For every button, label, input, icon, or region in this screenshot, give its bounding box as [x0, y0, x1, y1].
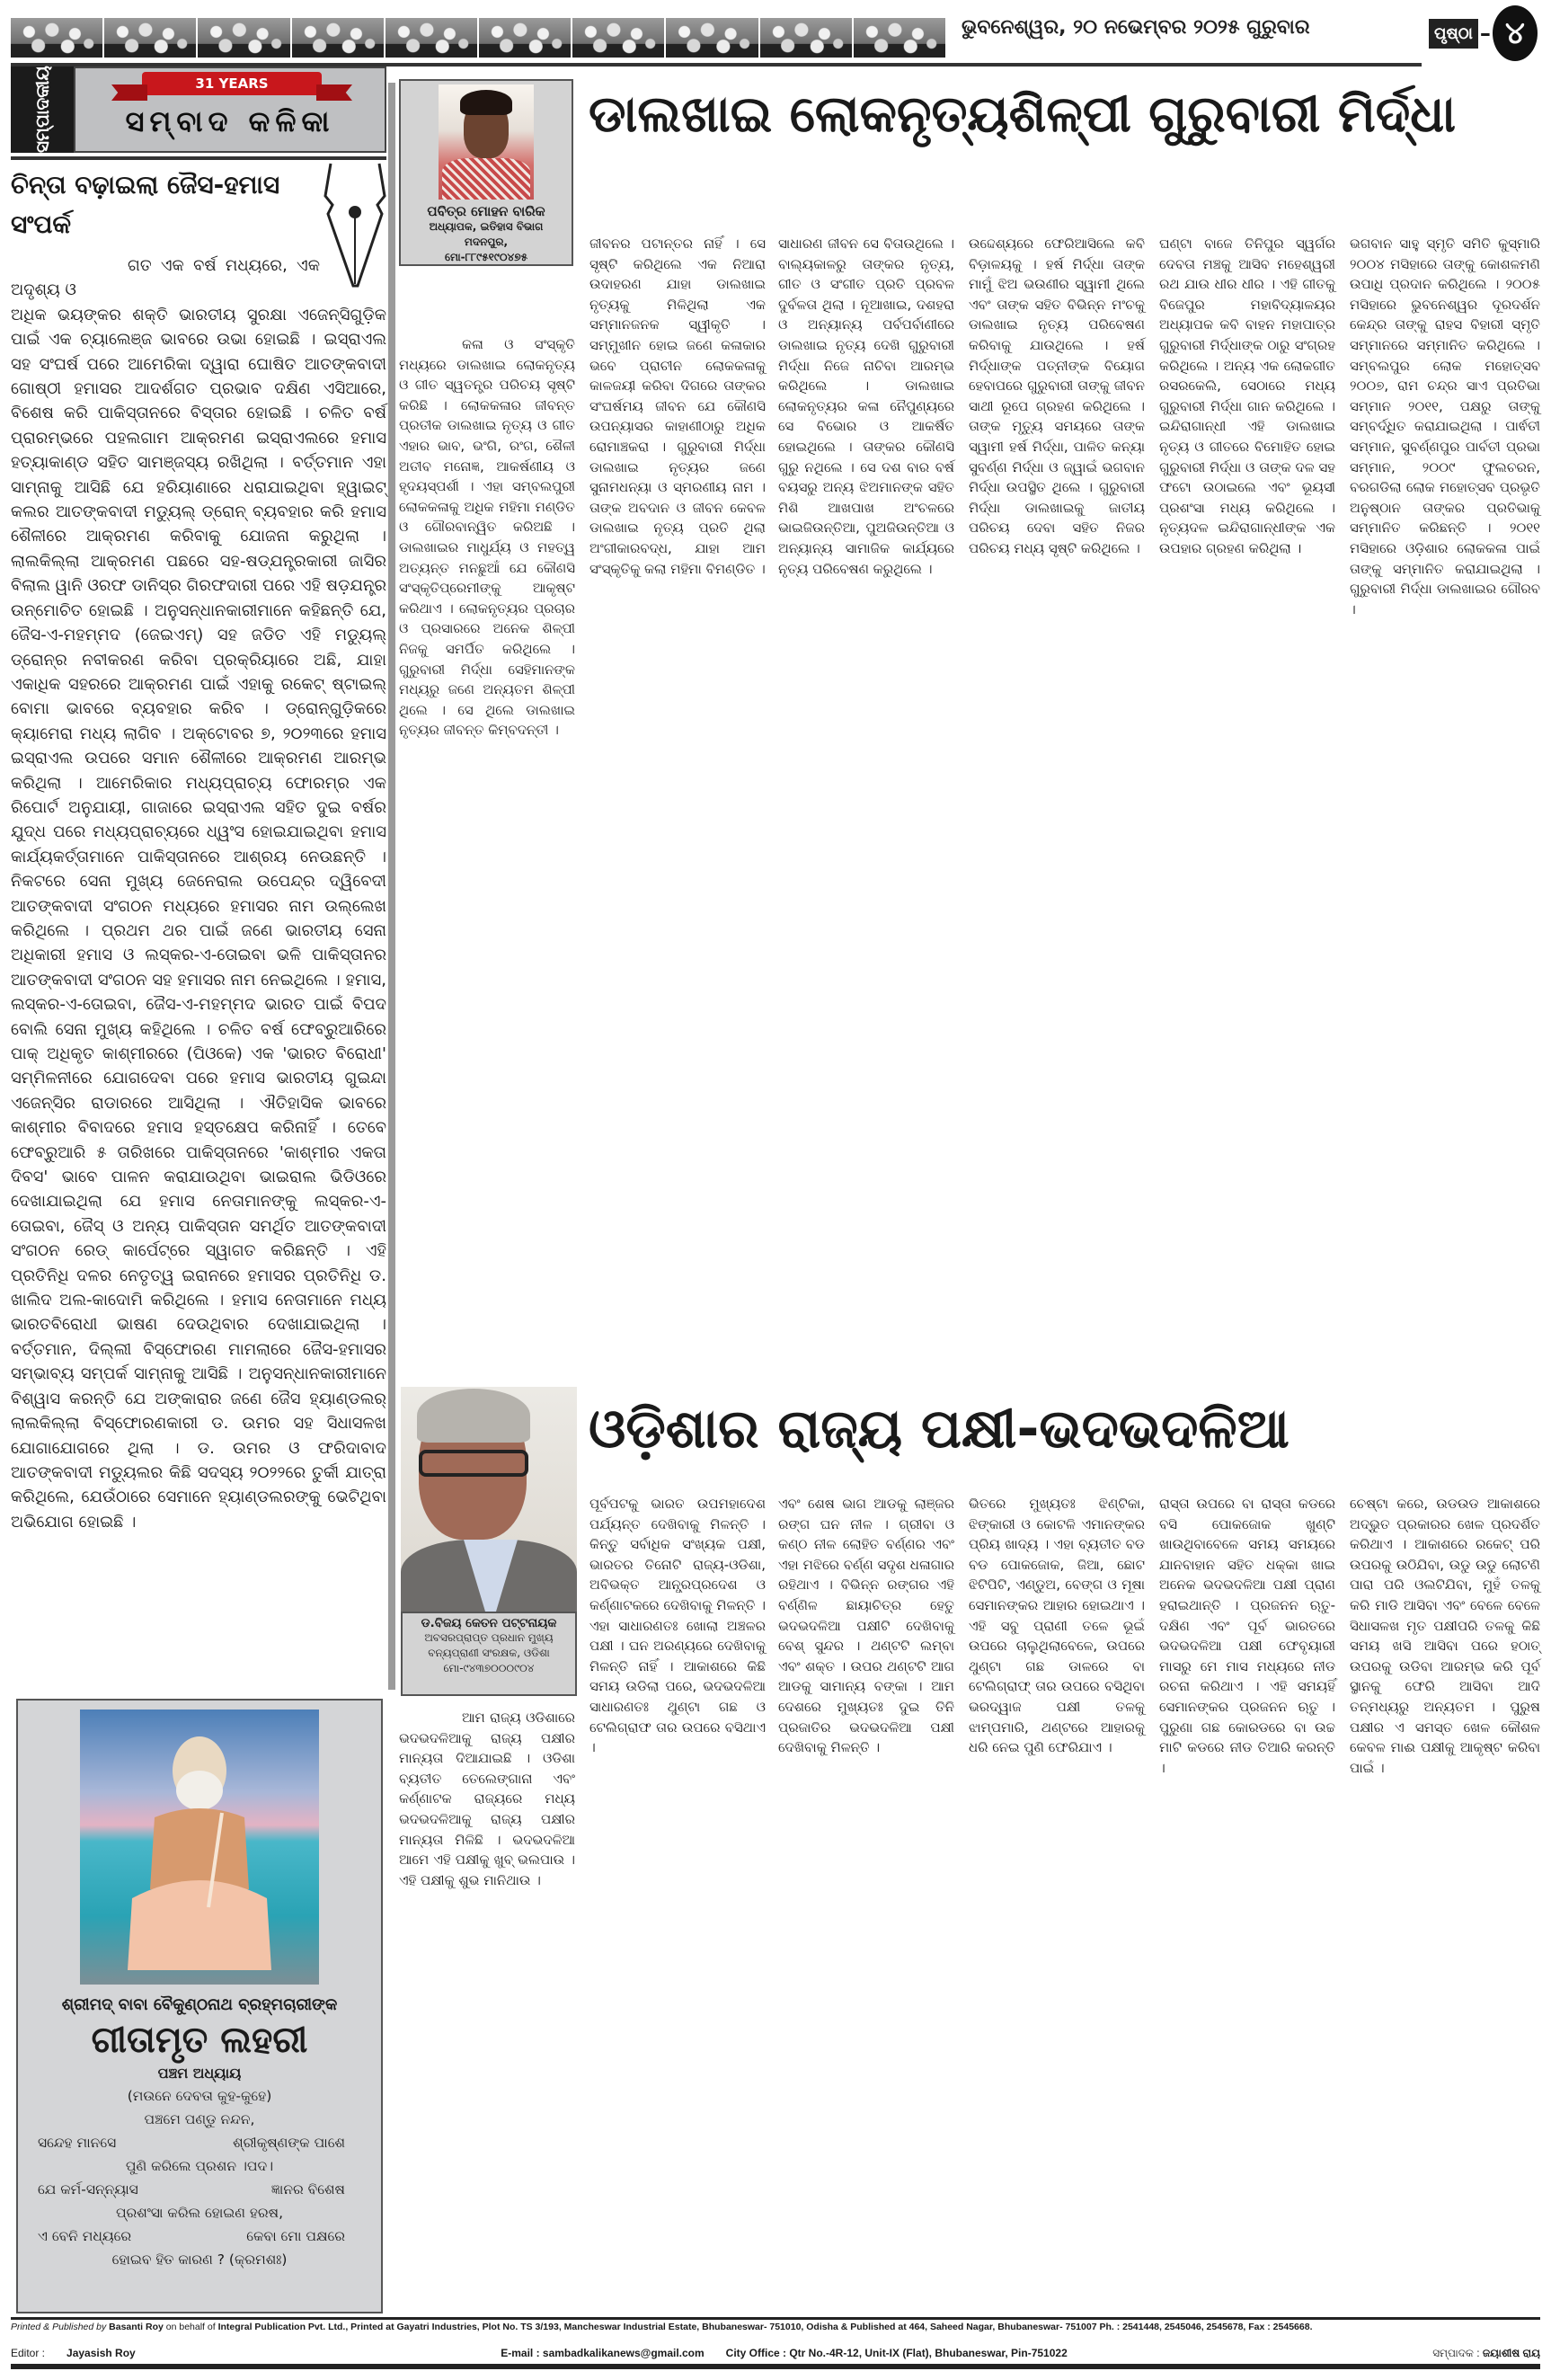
- page-label: ପୃଷ୍ଠା: [1429, 19, 1478, 49]
- verse-line: [18, 2248, 381, 2271]
- gita-amrita-box: [16, 1699, 383, 2313]
- newspaper-logo: [74, 67, 386, 153]
- gita-chapter: ପଞ୍ଚମ ଅଧ୍ୟାୟ: [157, 2065, 242, 2082]
- verse-text: କେବା ମୋ ପକ୍ଷରେ: [246, 2228, 345, 2244]
- verse-line: [18, 2154, 381, 2178]
- author-photo: [439, 84, 534, 200]
- author-name: ପବିତ୍ର ମୋହନ ବାରିକ: [427, 203, 545, 219]
- flower-tile: [292, 18, 384, 58]
- article-2-column: ଆମ ରାଜ୍ୟ ଓଡିଶାରେ ଭଦଭଦଳିଆକୁ ରାଜ୍ୟ ପକ୍ଷୀର ମାନ୍ୟତା ଦିଆଯାଇଛି । ଓଡିଶା ବ୍ୟତୀତ ତେଲେଙ୍ଗାନା ଏବଂ କର୍ଣ୍ଣାଟକ ରାଜ୍ୟରେ ମଧ୍ୟ ଭଦଭଦଳିଆକୁ ରାଜ୍ୟ ପକ୍ଷୀର ମାନ୍ୟତା ମିଳିଛି । ଭଦଭଦଳିଆ ଆମେ ଏହି ପକ୍ଷୀକୁ ଖୁବ୍ ଭଲପାଉ । ଏହି ପକ୍ଷୀକୁ ଶୁଭ ମାନିଥାଉ ।: [399, 1710, 575, 1888]
- seated-saint-figure: [123, 1727, 276, 1979]
- verse-text: ହୋଇବ ହିତ କାରଣ ? (କ୍ରମଶଃ): [111, 2251, 288, 2268]
- imprint-line: [11, 2322, 1540, 2333]
- editor-odia-label: ସମ୍ପାଦକ :: [1432, 2347, 1480, 2359]
- verse-text: ପୁଣି କରିଲେ ପ୍ରଶନ ।ପଦ।: [125, 2158, 274, 2174]
- author-box: [401, 1612, 577, 1696]
- masthead: [11, 67, 386, 153]
- section-label: ସମ୍ପାଦକୀୟ: [11, 67, 74, 153]
- editorial-body: [11, 253, 386, 1534]
- editorial-paragraph: ଅଧିକ ଭୟଙ୍କର ଶକ୍ତି ଭାରତୀୟ ସୁରକ୍ଷା ଏଜେନ୍ସିଗୁଡ଼ିକ ପାଇଁ ଏକ ଚ୍ୟାଲେଞ୍ଜ ଭାବରେ ଉଭା ହୋଇଛି । ଇସ୍ରାଏଲ ସହ ସଂଘର୍ଷ ପରେ ଆମେରିକା ଦ୍ୱାରା ଘୋଷିତ ଆତଙ୍କବାଦୀ ଗୋଷ୍ଠୀ ହମାସର ଆଦର୍ଶଗତ ପ୍ରଭାବ ଦକ୍ଷିଣ ଏସିଆରେ, ବିଶେଷ କରି ପାକିସ୍ତାନରେ ବିସ୍ତାର ହୋଇଛି । ଚଳିତ ବର୍ଷ ପ୍ରାରମ୍ଭରେ ପହଲଗାମ ଆକ୍ରମଣ ଇସ୍ରାଏଲରେ ହମାସ ହତ୍ୟାକାଣ୍ଡ ସହିତ ସାମଞ୍ଜସ୍ୟ ରଖିଥିଲା । ବର୍ତ୍ତମାନ ଏହା ସାମ୍ନାକୁ ଆସିଛି ଯେ ହରିୟାଣାରେ ଧରାଯାଇଥିବା ହ୍ୱାଇଟ୍ କଲର ଆତଙ୍କବାଦୀ ମଡ୍ୟୁଲ୍ ଡ୍ରୋନ୍ ବ୍ୟବହାର କରି ହମାସ ଶୈଳୀରେ ଆକ୍ରମଣ କରିବାକୁ ଯୋଜନା କରୁଥିଲା । ଲାଲକିଲ୍ଲା ଆକ୍ରମଣ ପଛରେ ସହ-ଷଡ୍ଯନ୍ତ୍ରକାରୀ ଜାସିର ବିଲାଲ ୱାନି ଓରଫ ଡାନିସ୍‌ର ଗିରଫଦାରୀ ପରେ ଏହି ଷଡ଼ଯନ୍ତ୍ର ଉନ୍ମୋଚିତ ହୋଇଛି । ଅନୁସନ୍ଧାନକାରୀମାନେ କହିଛନ୍ତି ଯେ, ଜୈସ-ଏ-ମହମ୍ମଦ (ଜେଇଏମ୍) ସହ ଜଡିତ ଏହି ମଡ୍ୟୁଲ୍ ଡ୍ରୋନ୍‌ର ନବୀକରଣ କରିବା ପ୍ରକ୍ରିୟାରେ ଅଛି, ଯାହା ଏକାଧିକ ସହରରେ ଆକ୍ରମଣ ପାଇଁ ଏହାକୁ ରକେଟ୍ ଷ୍ଟାଇଲ୍ ବୋମା ଭାବରେ ବ୍ୟବହାର କରିବ । ଡ୍ରୋନ୍‌ଗୁଡ଼ିକରେ କ୍ୟାମେରା ମଧ୍ୟ ଲାଗିବ । ଅକ୍ଟୋବର ୭, ୨୦୨୩ରେ ହମାସ ଇସ୍ରାଏଲ ଉପରେ ସମାନ ଶୈଳୀରେ ଆକ୍ରମଣ ଆରମ୍ଭ କରିଥିଲା । ଆମେରିକାର ମଧ୍ୟପ୍ରାଚ୍ୟ ଫୋରମ୍‌ର ଏକ ରିପୋର୍ଟ ଅନୁଯାୟୀ, ଗାଜାରେ ଇସ୍ରାଏଲ ସହିତ ଦୁଇ ବର୍ଷର ଯୁଦ୍ଧ ପରେ ମଧ୍ୟପ୍ରାଚ୍ୟରେ ଧ୍ୱଂସ ହୋଇଯାଇଥିବା ହମାସ କାର୍ଯ୍ୟକର୍ତ୍ତାମାନେ ପାକିସ୍ତାନରେ ଆଶ୍ରୟ ନେଉଛନ୍ତି । ନିକଟରେ ସେନା ମୁଖ୍ୟ ଜେନେରାଲ ଉପେନ୍ଦ୍ର ଦ୍ୱିବେଦୀ ଆତଙ୍କବାଦୀ ସଂଗଠନ ମଧ୍ୟରେ ହମାସର ନାମ ଉଲ୍ଲେଖ କରିଥିଲେ । ପ୍ରଥମ ଥର ପାଇଁ ଜଣେ ଭାରତୀୟ ସେନା ଅଧିକାରୀ ହମାସ ଓ ଲସ୍କର-ଏ-ତୋଇବା ଭଳି ପାକିସ୍ତାନର ଆତଙ୍କବାଦୀ ସଂଗଠନ ସହ ହମାସର ନାମ ନେଇଥିଲେ । ହମାସ, ଲସ୍କର-ଏ-ତୋଇବା, ଜୈସ-ଏ-ମହମ୍ମଦ ଭାରତ ପାଇଁ ବିପଦ ବୋଲି ସେନା ମୁଖ୍ୟ କହିଥିଲେ । ଚଳିତ ବର୍ଷ ଫେବ୍ରୁଆରିରେ ପାକ୍ ଅଧିକୃତ କାଶ୍ମୀରରେ (ପିଓକେ) ଏକ 'ଭାରତ ବିରୋଧୀ' ସମ୍ମିଳନୀରେ ଯୋଗଦେବା ପରେ ହମାସ ଭାରତୀୟ ଗୁଇନ୍ଦା ଏଜେନ୍ସିର ରାଡାରରେ ଆସିଥିଲା । ଐତିହାସିକ ଭାବରେ କାଶ୍ମୀର ବିବାଦରେ ହମାସ ହସ୍ତକ୍ଷେପ କରିନାହିଁ । ତେବେ ଫେବ୍ରୁଆରି ୫ ତାରିଖରେ ପାକିସ୍ତାନରେ 'କାଶ୍ମୀର ଏକତା ଦିବସ' ଭାବେ ପାଳନ କରାଯାଉଥିବା ଭାଇରାଲ ଭିଡିଓରେ ଦେଖାଯାଇଥିଲା ଯେ ହମାସ ନେତାମାନଙ୍କୁ ଲସ୍କର-ଏ-ତୋଇବା, ଜୈସ୍ ଓ ଅନ୍ୟ ପାକିସ୍ତାନ ସମର୍ଥିତ ଆତଙ୍କବାଦୀ ସଂଗଠନ ରେଡ୍ କାର୍ପେଟ୍‌ରେ ସ୍ୱାଗତ କରିଛନ୍ତି । ଏହି ପ୍ରତିନିଧି ଦଳର ନେତୃତ୍ୱ ଇରାନରେ ହମାସର ପ୍ରତିନିଧି ଡ. ଖାଲିଦ ଅଲ-କାଦୋମି କରିଥିଲେ । ହମାସ ନେତାମାନେ ମଧ୍ୟ ଭାରତବିରୋଧୀ ଭାଷଣ ଦେଉଥିବାର ଦେଖାଯାଇଥିଲା । ବର୍ତ୍ତମାନ, ଦିଲ୍ଲୀ ବିସ୍ଫୋରଣ ମାମଲାରେ ଜୈସ-ହମାସର ସମ୍ଭାବ୍ୟ ସମ୍ପର୍କ ସାମ୍ନାକୁ ଆସିଛି । ଅନୁସନ୍ଧାନକାରୀମାନେ ବିଶ୍ୱାସ କରନ୍ତି ଯେ ଅଙ୍କାରାର ଜଣେ ଜୈସ ହ୍ୟାଣ୍ଡଲର୍ ଲାଲକିଲ୍ଲା ବିସ୍ଫୋରଣକାରୀ ଡ. ଉମର ସହ ସିଧାସଳଖ ଯୋଗାଯୋଗରେ ଥିଲା । ଡ. ଉମର ଓ ଫରିଦାବାଦ ଆତଙ୍କବାଦୀ ମଡ୍ୟୁଲର କିଛି ସଦସ୍ୟ ୨୦୨୨ରେ ତୁର୍କୀ ଯାତ୍ରା କରିଥିଲେ, ଯେଉଁଠାରେ ସେମାନେ ହ୍ୟାଣ୍ଡଲରଙ୍କୁ ଭେଟିଥିବା ଅଭିଯୋଗ ହୋଇଛି ।: [11, 305, 386, 1532]
- author-designation: ଅଧ୍ୟାପକ, ଇତିହାସ ବିଭାଗ: [429, 220, 544, 233]
- verse-text: ଜ୍ଞାନର ବିଶେଷ: [270, 2181, 345, 2198]
- editorial-paragraph: ଗତ ଏକ ବର୍ଷ ମଧ୍ୟରେ, ଏକ ଅଦୃଶ୍ୟ ଓ: [11, 256, 320, 300]
- flower-tile: [666, 18, 758, 58]
- footer-bottom-rule: [11, 2364, 1540, 2369]
- author-phone: ମୋ-୮୮୯୫୧୯୦୪୭୫: [444, 251, 528, 263]
- page-number: ୪: [1493, 5, 1538, 61]
- saint-photo: [80, 1710, 319, 1985]
- verse-line: [18, 2201, 381, 2225]
- article-1-column: ଭଗବାନ ସାହୁ ସ୍ମୃତି ସମିତି କୁସ୍ମାରି ୨୦୦୪ ମସିହାରେ ତାଙ୍କୁ କୋଶଳମଣି ଉପାଧି ପ୍ରଦାନ କରିଥିଲେ । ୨୦୦୫ ମସିହାରେ ଭୁବନେଶ୍ୱର ଦୂରଦର୍ଶନ କେନ୍ଦ୍ର ତାଙ୍କୁ ରାହସ ବିହାରୀ ସ୍ମୃତି ସମ୍ମାନରେ ସମ୍ମାନିତ କରିଥିଲେ । ସମ୍ବଲପୁର ଲୋକ ମହୋତ୍ସବ ୨୦୦୭, ରାମ ଚନ୍ଦ୍ର ସାଏ ପ୍ରତିଭା ସମ୍ମାନ ୨୦୧୧, ପକ୍ଷରୁ ତାଙ୍କୁ ସମ୍ବର୍ଦ୍ଧିତ କରାଯାଇଥିଲା । ପାର୍ଵତୀ ସମ୍ମାନ, ସୁବର୍ଣ୍ଣପୁର ପାର୍ବତୀ ପ୍ରଭା ସମ୍ମାନ, ୨୦୦୯ ଫୁଲଚରନ, ବରଗଡିଲା ଲୋକ ମହୋତ୍ସବ ପ୍ରଭୃତି ଅନୁଷ୍ଠାନ ତାଙ୍କର ପ୍ରତିଭାକୁ ସମ୍ମାନିତ କରିଛନ୍ତି । ୨୦୧୧ ମସିହାରେ ଓଡ଼ିଶାର ଲୋକକଳା ପାଇଁ ତାଙ୍କୁ ସମ୍ମାନିତ କରାଯାଇଥିଲା । ଗୁରୁବାରୀ ମିର୍ଦ୍ଧା ଡାଲଖାଇର ଗୌରବ ।: [1350, 235, 1540, 617]
- verse-text: ଏ ବେନି ମଧ୍ୟରେ: [38, 2228, 132, 2244]
- page-number-badge: [1429, 5, 1542, 61]
- article-1-column: କଳା ଓ ସଂସ୍କୃତି ମଧ୍ୟରେ ଡାଲଖାଇ ଲୋକନୃତ୍ୟ ଓ ଗୀତ ସ୍ୱତନ୍ତ୍ର ପରିଚୟ ସୃଷ୍ଟି କରିଛି । ଲୋକକଳାର ଜୀବନ୍ତ ପ୍ରତୀକ ଡାଲଖାଇ ନୃତ୍ୟ ଓ ଗୀତ ଏହାର ଭାବ, ଭଂଗି, ରଂଗ, ଶୈଳୀ ଅତୀବ ମନୋଜ୍ଞ, ଆକର୍ଷଣୀୟ ଓ ହୃଦୟସ୍ପର୍ଶୀ । ଏହା ସମ୍ବଲପୁରୀ ଲୋକକଳାକୁ ଅଧିକ ମହିମା ମଣ୍ଡିତ ଓ ଗୌରବାନ୍ୱିତ କରିଅଛି । ଡାଲଖାଇର ମାଧୁର୍ଯ୍ୟ ଓ ମହତ୍ୱ ଅତ୍ୟନ୍ତ ମନଛୁଆଁ ଯେ କୌଣସି ସଂସ୍କୃତିପ୍ରେମୀଙ୍କୁ ଆକୃଷ୍ଟ କରିଥାଏ । ଲୋକନୃତ୍ୟର ପ୍ରଚାର ଓ ପ୍ରସାରରେ ଅନେକ ଶିଳ୍ପୀ ନିଜକୁ ସମର୍ପିତ କରିଥିଲେ । ଗୁରୁବାରୀ ମିର୍ଦ୍ଧା ସେହିମାନଙ୍କ ମଧ୍ୟରୁ ଜଣେ ଅନ୍ୟତମ ଶିଳ୍ପୀ ଥିଲେ । ସେ ଥିଲେ ଡାଲଖାଇ ନୃତ୍ୟର ଜୀବନ୍ତ କିମ୍ବଦନ୍ତୀ ।: [399, 336, 575, 739]
- imprint-company: Integral Publication Pvt. Ltd., Printed at Gayatri Industries, Plot No. TS 3/193, Mancheswar Industrial Estate, Bhubaneswar- 751010, Odisha & Published at 464, Saheed Nagar, Bhubaneswar- 751007 Ph. : 2541448, 2545046, 2545678, Fax : 2545668.: [217, 2322, 1313, 2332]
- page-dash: –: [1479, 21, 1491, 46]
- editorial-column: [11, 67, 386, 1534]
- flower-tile: [760, 18, 852, 58]
- imprint-prefix: Printed & Published by: [11, 2322, 107, 2332]
- article-1-headline: ଡାଲଖାଇ ଲୋକନୃତ୍ୟଶିଳ୍ପୀ ଗୁରୁବାରୀ ମିର୍ଦ୍ଧା: [589, 85, 1456, 144]
- contact-line: [11, 2346, 1540, 2360]
- verse-text: ପଞ୍ଚମେ ପଣ୍ଡୁ ନନ୍ଦନ,: [144, 2111, 255, 2127]
- article-2-column: ରାସ୍ତା ଉପରେ ବା ରାସ୍ତା କଡରେ ବସି ପୋକଜୋକ ଖୁଣ୍ଟି ଖାଉଥିବାବେଳେ ସମୟ ସମୟରେ ଯାନବାହାନ ସହିତ ଧକ୍କା ଖାଇ ଅନେକ ଭଦଭଦଳିଆ ପକ୍ଷୀ ପ୍ରାଣ ହରାଇଥାନ୍ତି । ପ୍ରଜନନ ଋତୁ- ଦକ୍ଷିଣ ଏବଂ ପୂର୍ବ ଭାରତରେ ଭଦଭଦଳିଆ ପକ୍ଷୀ ଫେବୃୟାରୀ ମାସରୁ ମେ ମାସ ମଧ୍ୟରେ ନୀଡ ରଚନା କରିଥାଏ । ଏହି ସମୟହିଁ ସେମାନଙ୍କର ପ୍ରଜନନ ଋତୁ । ପୁରୁଣା ଗଛ କୋରଡରେ ବା ଉଚ୍ଚ ମାଟି କଡରେ ନୀଡ ତିଆରି କରନ୍ତି ।: [1159, 1496, 1335, 1776]
- author-name: ଡ.ବିଜୟ କେତନ ପଟ୍ଟନାୟକ: [421, 1616, 557, 1630]
- article-1-column: ଜୀବନର ପଟାନ୍ତର ନାହିଁ । ସେ ସୃଷ୍ଟି କରିଥିଲେ ଏକ ନିଆରା ଉଦାହରଣ ଯାହା ଡାଲଖାଇ ନୃତ୍ୟକୁ ମିଳିଥିଲା ଏକ ସମ୍ମାନଜନକ ସ୍ୱୀକୃତି । ସମ୍ମୁଖୀନ ହୋଇ ଜଣେ କଳାକାର ଭବେ ପ୍ରାଚୀନ ଲୋକକଳାକୁ କାଳଜୟୀ କରିବା ଦିଗରେ ତାଙ୍କର ସଂଘର୍ଷମୟ ଜୀବନ ଯେ କୌଣସି ଉପନ୍ୟାସର କାହାଣୀଠାରୁ ଅଧିକ ରୋମାଞ୍ଚକରା । ଗୁରୁବାରୀ ମିର୍ଦ୍ଧା ଡାଲଖାଇ ନୃତ୍ୟର ଜଣେ ସୁନାମଧନ୍ୟା ଓ ସ୍ମରଣୀୟ ନାମ । ତାଙ୍କ ଅବଦାନ ଓ ଜୀବନ କେବଳ ଡାଲଖାଇ ନୃତ୍ୟ ପ୍ରତି ଥିଲା ଅଂଗୀକାରବଦ୍ଧ, ଯାହା ଆମ ସଂସ୍କୃତିକୁ କଲା ମହିମା ବିମଣ୍ଡିତ ।: [589, 235, 766, 577]
- author-place: ମଦନପୁର,: [464, 235, 509, 248]
- gita-title: ଗୀତାମୃତ ଲହରୀ: [91, 2020, 308, 2061]
- article-1-column: ଉଦ୍ଦେଶ୍ୟରେ ଫେରିଆସିଲେ କବି ବିଡ଼ାଳୟକୁ । ହର୍ଷ ମିର୍ଦ୍ଧା ତାଙ୍କ ମାମୁଁ ଝିଅ ଭଉଣୀର ସ୍ୱାମୀ ଥିଲେ ଏବଂ ତାଙ୍କ ସହିତ ବିଭିନ୍ନ ମଂଚକୁ ଡାଲଖାଇ ନୃତ୍ୟ ପରିବେଷଣ କରିବାକୁ ଯାଉଥିଲେ । ହର୍ଷ ମିର୍ଦ୍ଧାଙ୍କ ପତ୍ନୀଙ୍କ ବିୟୋଗ ହେବାପରେ ଗୁରୁବାରୀ ତାଙ୍କୁ ଜୀବନ ସାଥୀ ରୂପେ ଗ୍ରହଣ କରିଥିଲେ । ତାଙ୍କ ମୃତ୍ୟୁ ସମୟରେ ତାଙ୍କ ସ୍ୱାମୀ ହର୍ଷ ମିର୍ଦ୍ଧା, ପାଳିତ କନ୍ୟା ସୁବର୍ଣ୍ଣ ମିର୍ଦ୍ଧା ଓ ଜ୍ୱାଇଁ ଭଗବାନ ମିର୍ଦ୍ଧା ଉପସ୍ଥିତ ଥିଲେ । ଗୁରୁବାରୀ ମିର୍ଦ୍ଧା ଡାଲଖାଇକୁ ଜାତୀୟ ପରିଚୟ ଦେବା ସହିତ ନିଜର ପରିଚୟ ମଧ୍ୟ ସୃଷ୍ଟି କରିଥିଲେ ।: [969, 235, 1145, 556]
- dateline: ଭୁବନେଶ୍ୱର, ୨୦ ନଭେମ୍ବର ୨୦୨୫ ଗୁରୁବାର: [962, 16, 1310, 39]
- column-divider: [388, 83, 395, 1395]
- flower-tile: [572, 18, 664, 58]
- verse-text: ଯେ କର୍ମ-ସନ୍ନ୍ୟାସ: [38, 2181, 138, 2198]
- article-2-headline: ଓଡ଼ିଶାର ରାଜ୍ୟ ପକ୍ଷୀ-ଭଦଭଦଳିଆ: [589, 1398, 1290, 1461]
- verse-line: [18, 2178, 381, 2201]
- article-1-column: ଘଣ୍ଟା ବାଜେ ତିନିପୁର ସ୍ୱର୍ଗର ଦେବତା ମଞ୍ଚକୁ ଆସିବ ମହେଶ୍ୱରୀ ରଥ ଯାଉ ଧୀର ଧୀର । ଏହି ଗୀତକୁ ବିଜେପୁର ମହାବିଦ୍ୟାଳୟର ଅଧ୍ୟାପକ କବି ବାହନ ମହାପାତ୍ର ଗୁରୁବାରୀ ମିର୍ଦ୍ଧାଙ୍କ ଠାରୁ ସଂଗ୍ରହ କରିଥିଲେ । ଅନ୍ୟ ଏକ ଲୋକଗୀତ ରସରକେଲି, ସେଠାରେ ମଧ୍ୟ ଗୁରୁବାରୀ ମିର୍ଦ୍ଧା ଗାନ କରିଥିଲେ । ଇନ୍ଦିରାଗାନ୍ଧୀ ଏହି ଡାଲଖାଇ ନୃତ୍ୟ ଓ ଗୀତରେ ବିମୋହିତ ହୋଇ ଗୁରୁବାରୀ ମିର୍ଦ୍ଧା ଓ ତାଙ୍କ ଦଳ ସହ ଫଟୋ ଉଠାଇଲେ ଏବଂ ଭୂୟସୀ ପ୍ରଶଂସା ମଧ୍ୟ କରିଥିଲେ । ନୃତ୍ୟଦଳ ଇନ୍ଦିରାଗାନ୍ଧୀଙ୍କ ଏକ ଉପହାର ଗ୍ରହଣ କରିଥିଲା ।: [1159, 235, 1335, 556]
- editorial-headline: [11, 165, 386, 244]
- author-box: [399, 79, 573, 266]
- anniversary-ribbon: 31 YEARS: [142, 72, 322, 95]
- photo-hair: [460, 90, 512, 115]
- photo-hair: [417, 1389, 530, 1443]
- verse-line: [18, 2108, 381, 2131]
- city-office: City Office : Qtr No.-4R-12, Unit-IX (Flat), Bhubaneswar, Pin-751022: [725, 2347, 1068, 2359]
- article-2-column: ଚେଷ୍ଟା କରେ, ଉଡଉଡ ଆକାଶରେ ଅଦ୍ଭୁତ ପ୍ରକାରର ଖେଳ ପ୍ରଦର୍ଶିତ କରିଥାଏ । ଆକାଶରେ ରକେଟ୍ ପରି ଉପରକୁ ଉଠିଯିବା, ଉଡୁ ଉଡୁ ଲୋଟଣି ପାରା ପରି ଓଲଟିଯିବା, ମୁହଁ ତଳକୁ କରି ମାଡି ଆସିବା ଏବଂ ବେଳେ ବେଳେ ସିଧାସଳଖ ମୃତ ପକ୍ଷୀପରି ତଳକୁ କିଛି ସମୟ ଖସି ଆସିବା ପରେ ହଠାତ୍ ଉପରକୁ ଉଡିବା ଆରମ୍ଭ କରି ପୂର୍ବ ସ୍ଥାନକୁ ଫେରି ଆସିବା ଆଦି ତନ୍ମଧ୍ୟରୁ ଅନ୍ୟତମ । ପୁରୁଷ ପକ୍ଷୀର ଏ ସମସ୍ତ ଖେଳ କୌଶଳ କେବଳ ମାଈ ପକ୍ଷୀକୁ ଆକୃଷ୍ଟ କରିବା ପାଇଁ ।: [1350, 1496, 1540, 1776]
- gita-tune: (ମଉନେ ଦେବତା କୁହ-କୁହେ): [127, 2088, 272, 2104]
- editor-odia: [1432, 2346, 1540, 2360]
- flower-tile: [854, 18, 945, 58]
- verse-line: [18, 2225, 381, 2248]
- photo-glasses: [419, 1450, 528, 1477]
- article-2-column: ପୂର୍ବପଟକୁ ଭାରତ ଉପମହାଦେଶ ପର୍ଯ୍ୟନ୍ତ ଦେଖିବାକୁ ମିଳନ୍ତି । କିନ୍ତୁ ସର୍ବାଧିକ ସଂଖ୍ୟକ ପକ୍ଷୀ, ଭାରତର ତିନୋଟି ରାଜ୍ୟ-ଓଡିଶା, ଅବିଭକ୍ତ ଆନ୍ଧ୍ରପ୍ରଦେଶ ଓ କର୍ଣ୍ଣାଟକରେ ଦେଖିବାକୁ ମିଳନ୍ତି । ଏହା ସାଧାରଣତଃ ଖୋଲା ଅଞ୍ଚଳର ପକ୍ଷୀ । ଘନ ଅରଣ୍ୟରେ ଦେଖିବାକୁ ମିଳନ୍ତି ନାହିଁ । ଆକାଶରେ କିଛି ସମୟ ଉଡିଲା ପରେ, ଭଦଭଦଳିଆ ସାଧାରଣତଃ ଥୁଣ୍ଟା ଗଛ ଓ ଟେଲିଗ୍ରାଫ ତାର ଉପରେ ବସିଥାଏ ।: [589, 1496, 766, 1756]
- footer-rule: [11, 2317, 1540, 2320]
- editor-label: Editor :: [11, 2347, 46, 2359]
- pen-nib-icon: [323, 160, 386, 295]
- article-1-column: ସାଧାରଣ ଜୀବନ ସେ ବିତାଉଥିଲେ । ବାଲ୍ୟକାଳରୁ ତାଙ୍କର ନୃତ୍ୟ, ଗୀତ ଓ ସଂଗୀତ ପ୍ରତି ପ୍ରବଳ ଦୁର୍ବଳତା ଥିଲା । ନୂଆଖାଇ, ଦଶହରା ଓ ଅନ୍ୟାନ୍ୟ ପର୍ବପର୍ବାଣୀରେ ଡାଲଖାଇ ନୃତ୍ୟ ଦେଖି ଗୁରୁବାରୀ ମିର୍ଦ୍ଧା ନିଜେ ନାଚିବା ଆରମ୍ଭ କରିଥିଲେ । ଡାଲଖାଇ ଲୋକନୃତ୍ୟର କଳା ନୈପୁଣ୍ୟରେ ସେ ବିଭୋର ଓ ଆକର୍ଷିତ ହୋଇଥିଲେ । ତାଙ୍କର କୌଣସି ଗୁରୁ ନଥିଲେ । ସେ ଦଶ ବାର ବର୍ଷ ବୟସରୁ ଅନ୍ୟ ଝିଅମାନଙ୍କ ସହିତ ମିଶି ଆଖପାଖ ଅଂଚଳରେ ଭାଇଜିଉନ୍ତିଆ, ପୁଅଜିଉନ୍ତିଆ ଓ ଅନ୍ୟାନ୍ୟ ସାମାଜିକ କାର୍ଯ୍ୟରେ ନୃତ୍ୟ ପରିବେଷଣ କରୁଥିଲେ ।: [778, 235, 954, 577]
- author-phone: ମୋ-୯୪୩୭୦୦୦୯୦୪: [443, 1662, 535, 1674]
- photo-shirt: [442, 158, 530, 200]
- flower-tile: [479, 18, 571, 58]
- verse-text: ଶ୍ରୀକୃଷ୍ଣଙ୍କ ପାଶେ: [233, 2135, 345, 2151]
- gita-verse: [18, 2084, 381, 2271]
- editor-name: Jayasish Roy: [66, 2347, 136, 2359]
- decorative-flower-banner: [11, 18, 945, 58]
- email-link[interactable]: E-mail : sambadkalikanews@gmail.com: [501, 2347, 705, 2359]
- editor-odia-name: ଜୟାଶୀଷ ରାୟ: [1482, 2347, 1540, 2359]
- article-2-column: ଏବଂ ଶେଷ ଭାଗ ଆଡକୁ ଲାଞ୍ଜର ରଙ୍ଗ ଘନ ନୀଳ । ଗ୍ରୀବା ଓ କଣ୍ଠ ନୀଳ ଲୋହିତ ବର୍ଣ୍ଣର ଏବଂ ଏହା ମଝିରେ ବର୍ଣ୍ଣ ସଦୃଶ ଧଳାଗାର ରହିଥାଏ । ବିଭିନ୍ନ ରଙ୍ଗର ଏହି ବର୍ଣ୍ଣିଳ ଛାୟାଚିତ୍ର ହେତୁ ଭଦଭଦଳିଆ ପକ୍ଷୀଟି ଦେଖିବାକୁ ବେଶ୍ ସୁନ୍ଦର । ଥଣ୍ଟଟି ଲମ୍ବା ଏବଂ ଶକ୍ତ । ଉପର ଥଣ୍ଟଟି ଆଗ ଆଡକୁ ସାମାନ୍ୟ ବଙ୍କା । ଆମ ଦେଶରେ ମୁଖ୍ୟତଃ ଦୁଇ ତିନି ପ୍ରଜାତିର ଭଦଭଦଳିଆ ପକ୍ଷୀ ଦେଖିବାକୁ ମିଳନ୍ତି ।: [778, 1496, 954, 1756]
- verse-line: [18, 2131, 381, 2154]
- column-divider: [388, 1384, 395, 1690]
- flower-tile: [11, 18, 102, 58]
- logo-text: ସମ୍ବାଦ କଳିକା: [125, 104, 335, 138]
- imprint-on-behalf: on behalf of: [165, 2322, 216, 2332]
- gita-caption: ଶ୍ରୀମଦ୍ ବାବା ବୈକୁଣ୍ଠନାଥ ବ୍ରହ୍ମଚାରୀଙ୍କ: [61, 1995, 338, 2014]
- author-photo: [401, 1387, 577, 1612]
- printer-name: Basanti Roy: [109, 2322, 164, 2332]
- article-2-column: ଭିତରେ ମୁଖ୍ୟତଃ ଝିଣ୍ଟିକା, ଝିଙ୍କାରୀ ଓ କୋଟଳି ଏମାନଙ୍କର ପ୍ରିୟ ଖାଦ୍ୟ । ଏହା ବ୍ୟତୀତ ବଡ ବଡ ପୋକଜୋକ, ଜିଆ, ଛୋଟ ଝିଟିପିଟି, ଏଣ୍ଡୁଅ, ବେଙ୍ଗ ଓ ମୂଷା ସେମାନଙ୍କର ଆହାର ହୋଇଥାଏ । ଏହି ସବୁ ପ୍ରାଣୀ ତଳେ ଭୂଇଁ ଉପରେ ଚାଲୁଥିଲାବେଳେ, ଉପରେ ଥୁଣ୍ଟା ଗଛ ଡାଳରେ ବା ଟେଲିଗ୍ରାଫ୍ ତାର ଉପରେ ବସିଥିବା ଭରଦ୍ୱାଜ ପକ୍ଷୀ ତଳକୁ ଝାମ୍ପମାରି, ଥଣ୍ଟରେ ଆହାରକୁ ଧରି ନେଇ ପୁଣି ଫେରିଯାଏ ।: [969, 1496, 1145, 1756]
- author-designation: ଅବସରପ୍ରାପ୍ତ ପ୍ରଧାନ ମୁଖ୍ୟ: [424, 1631, 554, 1644]
- flower-tile: [386, 18, 477, 58]
- verse-text: ସନ୍ଦେହ ମାନସେ: [38, 2135, 117, 2151]
- flower-tile: [104, 18, 196, 58]
- verse-text: ପ୍ରଶଂସା କରିଲ ହୋଇଣ ହରଷ,: [115, 2205, 284, 2221]
- flower-tile: [198, 18, 289, 58]
- author-role: ବନ୍ୟପ୍ରାଣୀ ସଂରକ୍ଷକ, ଓଡିଶା: [428, 1647, 550, 1659]
- editorial-headline-text: ଚିନ୍ତା ବଢ଼ାଇଲା ଜୈସ-ହମାସ ସଂପର୍କ: [11, 170, 280, 239]
